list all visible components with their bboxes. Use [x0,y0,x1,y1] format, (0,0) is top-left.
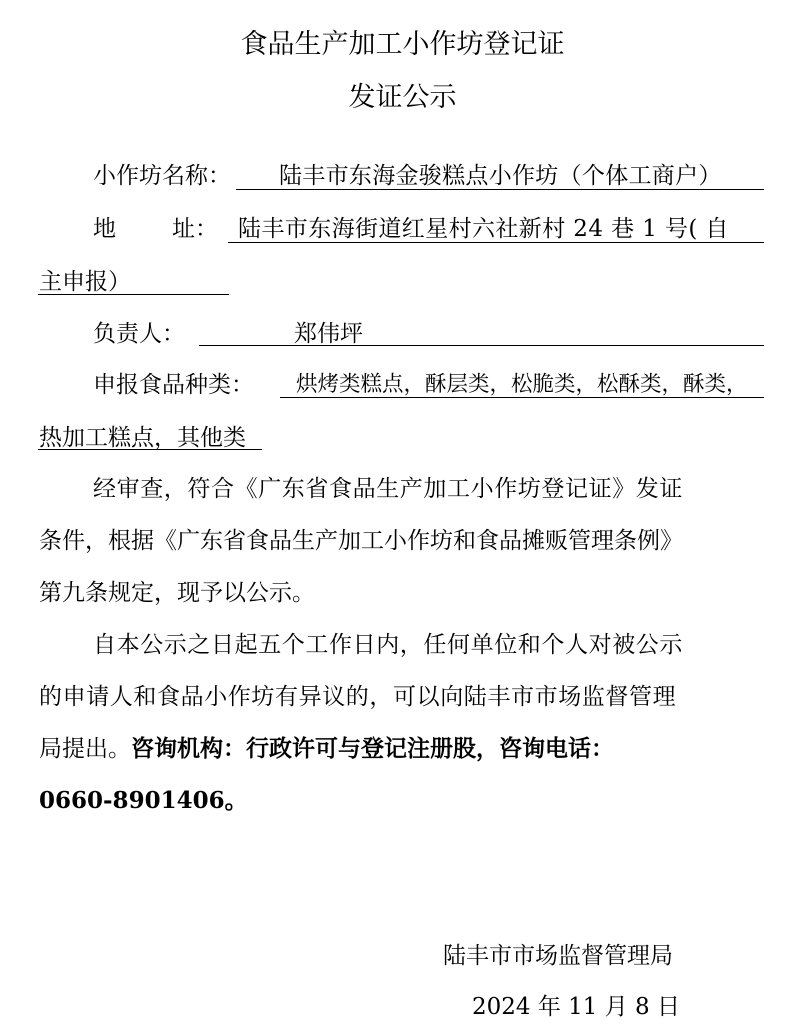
address-underline-2 [38,294,229,295]
address-underline-1 [228,242,764,243]
address-label-char2: 址： [172,216,218,242]
issue-date: 2024 年 11 月 8 日 [472,994,680,1020]
consultation-info: 咨询机构：行政许可与登记注册股，咨询电话： [131,735,614,762]
food-types-underline-1 [280,397,764,398]
notice-title: 食品生产加工小作坊登记证 [240,29,565,60]
address-value-line1: 陆丰市东海街道红星村六社新村 24 巷 1 号( 自 [238,216,729,242]
review-paragraph-line2: 条件，根据《广东省食品生产加工小作坊和食品摊贩管理条例》 [39,528,683,554]
food-types-label: 申报食品种类： [93,372,254,398]
workshop-name-underline [236,189,764,190]
food-types-value-line1: 烘烤类糕点，酥层类，松脆类，松酥类，酥类， [296,372,748,397]
person-in-charge-label: 负责人： [93,321,185,347]
objection-paragraph-line1: 自本公示之日起五个工作日内，任何单位和个人对被公示 [93,632,683,658]
food-types-value-line2: 热加工糕点，其他类 [39,425,246,451]
consultation-phone: 0660-8901406。 [39,787,248,814]
workshop-name-value: 陆丰市东海金骏糕点小作坊（个体工商户） [279,163,722,189]
person-in-charge-value: 郑伟坪 [294,321,363,347]
address-label-char1: 地 [93,216,116,242]
objection-paragraph-line2: 的申请人和食品小作坊有异议的，可以向陆丰市市场监督管理 [39,684,677,710]
food-types-underline-2 [38,449,262,450]
review-paragraph-line3: 第九条规定，现予以公示。 [39,580,315,606]
objection-submit-text: 局提出。 [39,736,131,762]
person-in-charge-underline [199,345,764,346]
address-value-line2: 主申报） [39,269,131,295]
issuing-authority: 陆丰市市场监督管理局 [443,943,673,969]
review-paragraph-line1: 经审查，符合《广东省食品生产加工小作坊登记证》发证 [93,476,683,502]
workshop-name-label: 小作坊名称： [93,163,231,189]
objection-paragraph-line3 [39,734,614,764]
notice-subtitle: 发证公示 [348,82,457,113]
